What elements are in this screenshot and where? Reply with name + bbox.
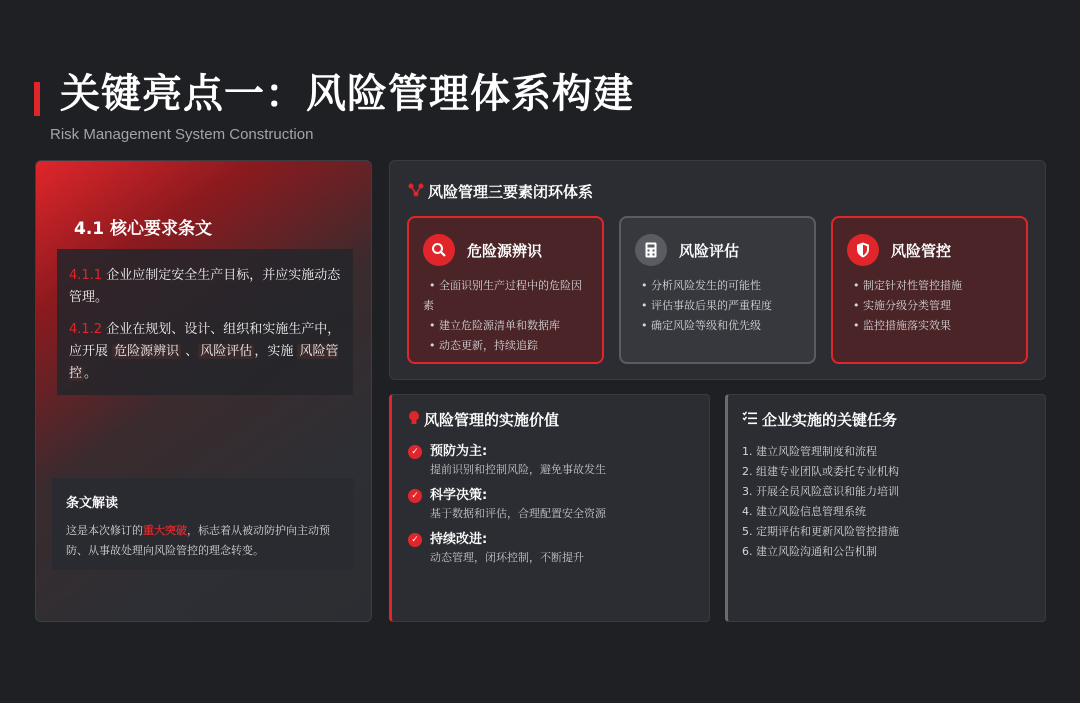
check-icon: ✓ [408,445,422,459]
value-item [408,486,693,522]
highlight-risk-assessment: 风险评估 [200,344,253,359]
search-icon [423,234,455,266]
system-heading [408,181,593,202]
card-item: • 建立危险源清单和数据库 [423,316,590,336]
highlight-hazard-identification: 危险源辨识 [114,344,180,359]
clause-text: ，实施 [254,344,298,359]
system-heading-text: 风险管理三要素闭环体系 [428,183,594,201]
value-heading [408,409,693,430]
tasks-heading-text: 企业实施的关键任务 [762,411,898,429]
title-accent-bar [34,82,40,116]
clause-4-1-1 [69,265,343,309]
implementation-value-panel [389,394,710,622]
clause-4-1-2 [69,319,343,385]
reading-highlight: 重大突破 [143,524,187,537]
closed-loop-system-panel [389,160,1046,380]
reading-title: 条文解读 [66,496,119,511]
reading-text [66,521,340,561]
value-item [408,442,693,478]
value-title: 预防为主: [430,444,488,459]
card-hazard-identification [407,216,604,364]
check-icon: ✓ [408,533,422,547]
page-title: 关键亮点一：风险管理体系构建 [60,71,634,117]
card-item: • 监控措施落实效果 [847,316,1014,336]
page-subtitle: Risk Management System Construction [50,126,314,143]
card-item: • 全面识别生产过程中的危险因素 [423,276,590,316]
card-title: 危险源辨识 [467,241,543,260]
value-desc: 基于数据和评估，合理配置安全资源 [430,507,606,520]
card-item: • 制定针对性管控措施 [847,276,1014,296]
reading-text-post: ，标志着从被动防护向主动预防、从事故处理向风险管控的理念转变。 [66,524,330,557]
reading-text-pre: 这是本次修订的 [66,524,143,537]
clause-text: 企业在规划、设计、组织和实施生产中，应开展 [69,322,341,359]
card-item: • 评估事故后果的严重程度 [635,296,802,316]
card-item: • 分析风险发生的可能性 [635,276,802,296]
task-item: 5. 定期评估和更新风险管控措施 [742,525,899,538]
calculator-icon [635,234,667,266]
card-risk-control [831,216,1028,364]
clause-number: 4.1.2 [69,322,103,337]
core-requirements-panel [35,160,372,622]
key-tasks-panel [725,394,1046,622]
clause-separator: 、 [181,344,199,359]
lightbulb-icon [408,410,420,430]
card-title: 风险评估 [679,241,740,260]
clause-number: 4.1.1 [69,268,103,283]
task-item: 4. 建立风险信息管理系统 [742,505,866,518]
clause-text: 企业应制定安全生产目标，并应实施动态管理。 [69,268,341,305]
card-item: • 实施分级分类管理 [847,296,1014,316]
card-item: • 确定风险等级和优先级 [635,316,802,336]
tasks-heading [742,409,1031,430]
clause-end: 。 [84,366,98,381]
task-item: 2. 组建专业团队或委托专业机构 [742,465,899,478]
task-item: 6. 建立风险沟通和公告机制 [742,545,877,558]
check-icon: ✓ [408,489,422,503]
task-item: 1. 建立风险管理制度和流程 [742,445,877,458]
value-heading-text: 风险管理的实施价值 [424,411,560,429]
task-item: 3. 开展全员风险意识和能力培训 [742,485,899,498]
card-item: • 动态更新，持续追踪 [423,336,590,356]
card-title: 风险管控 [891,241,952,260]
checklist-icon [742,411,758,429]
clause-reading-box [52,478,354,570]
value-desc: 提前识别和控制风险，避免事故发生 [430,463,606,476]
value-title: 持续改进: [430,532,488,547]
network-icon [408,183,424,201]
clause-box [57,249,353,395]
value-desc: 动态管理，闭环控制，不断提升 [430,551,584,564]
value-title: 科学决策: [430,488,488,503]
value-item [408,530,693,566]
highlight-risk-control: 风险管控 [69,344,339,381]
card-risk-assessment [619,216,816,364]
core-requirements-heading: 4.1 核心要求条文 [74,219,213,239]
shield-icon [847,234,879,266]
